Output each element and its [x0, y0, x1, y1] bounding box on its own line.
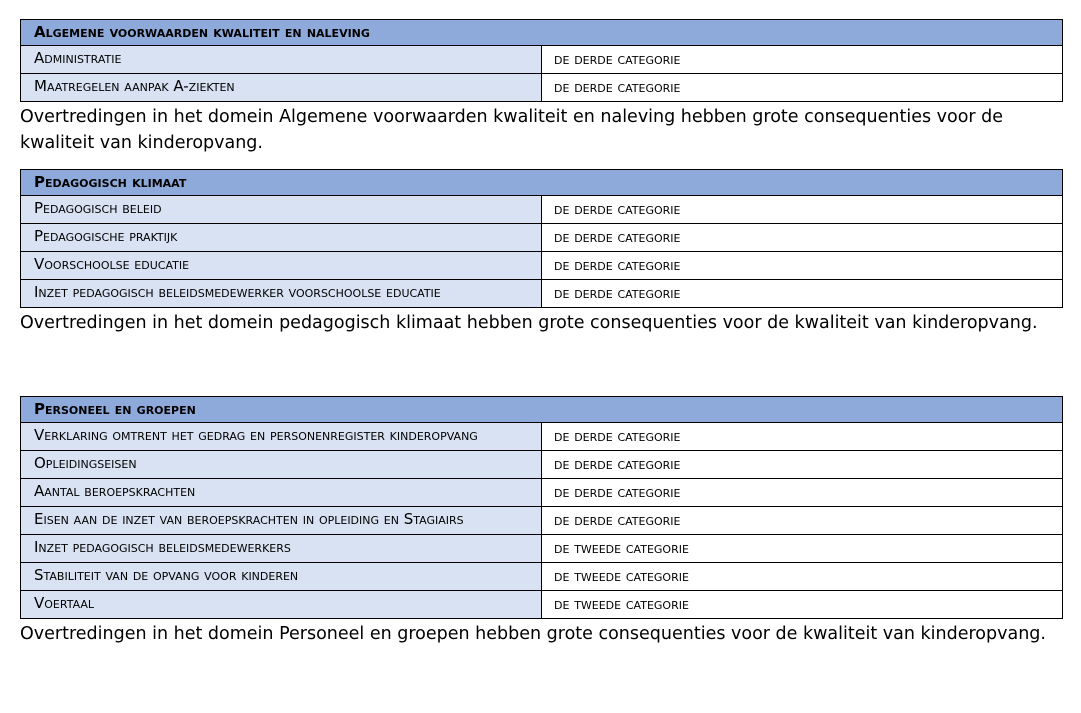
- table-row: [21, 591, 1063, 619]
- item-category: de derde categorie: [542, 74, 1063, 102]
- table-row: [21, 280, 1063, 308]
- item-label: Pedagogisch beleid: [21, 196, 542, 224]
- section-0: [20, 19, 1063, 156]
- item-label: Inzet pedagogisch beleidsmedewerker voorschoolse educatie: [21, 280, 542, 308]
- category-table: [20, 19, 1063, 102]
- item-category: de derde categorie: [542, 451, 1063, 479]
- table-row: [21, 479, 1063, 507]
- table-row: [21, 46, 1063, 74]
- table-header: Algemene voorwaarden kwaliteit en naleving: [21, 20, 1063, 46]
- table-header: Pedagogisch klimaat: [21, 170, 1063, 196]
- table-row: [21, 196, 1063, 224]
- item-label: Opleidingseisen: [21, 451, 542, 479]
- item-label: Maatregelen aanpak A-ziekten: [21, 74, 542, 102]
- item-label: Voorschoolse educatie: [21, 252, 542, 280]
- table-row: [21, 423, 1063, 451]
- table-row: [21, 252, 1063, 280]
- category-table: [20, 169, 1063, 308]
- table-row: [21, 535, 1063, 563]
- item-label: Administratie: [21, 46, 542, 74]
- table-row: [21, 507, 1063, 535]
- item-category: de derde categorie: [542, 46, 1063, 74]
- section-summary: Overtredingen in het domein Algemene voorwaarden kwaliteit en naleving hebben grote consequenties voor de kwaliteit van kinderopvang.: [20, 107, 1004, 153]
- section-2: [20, 396, 1063, 647]
- section-summary: Overtredingen in het domein Personeel en groepen hebben grote consequenties voor de kwaliteit van kinderopvang.: [20, 624, 1046, 644]
- item-label: Pedagogische praktijk: [21, 224, 542, 252]
- item-label: Stabiliteit van de opvang voor kinderen: [21, 563, 542, 591]
- item-label: Aantal beroepskrachten: [21, 479, 542, 507]
- item-label: Voertaal: [21, 591, 542, 619]
- table-row: [21, 451, 1063, 479]
- item-category: de derde categorie: [542, 252, 1063, 280]
- item-category: de derde categorie: [542, 224, 1063, 252]
- item-label: Verklaring omtrent het gedrag en personenregister kinderopvang: [21, 423, 542, 451]
- table-row: [21, 224, 1063, 252]
- section-1: [20, 169, 1063, 336]
- item-category: de derde categorie: [542, 507, 1063, 535]
- table-row: [21, 74, 1063, 102]
- section-summary: Overtredingen in het domein pedagogisch klimaat hebben grote consequenties voor de kwaliteit van kinderopvang.: [20, 313, 1038, 333]
- item-category: de tweede categorie: [542, 535, 1063, 563]
- item-category: de tweede categorie: [542, 563, 1063, 591]
- item-category: de derde categorie: [542, 280, 1063, 308]
- item-label: Eisen aan de inzet van beroepskrachten in opleiding en Stagiairs: [21, 507, 542, 535]
- item-label: Inzet pedagogisch beleidsmedewerkers: [21, 535, 542, 563]
- item-category: de derde categorie: [542, 479, 1063, 507]
- item-category: de tweede categorie: [542, 591, 1063, 619]
- table-header: Personeel en groepen: [21, 397, 1063, 423]
- category-table: [20, 396, 1063, 619]
- table-row: [21, 563, 1063, 591]
- item-category: de derde categorie: [542, 196, 1063, 224]
- item-category: de derde categorie: [542, 423, 1063, 451]
